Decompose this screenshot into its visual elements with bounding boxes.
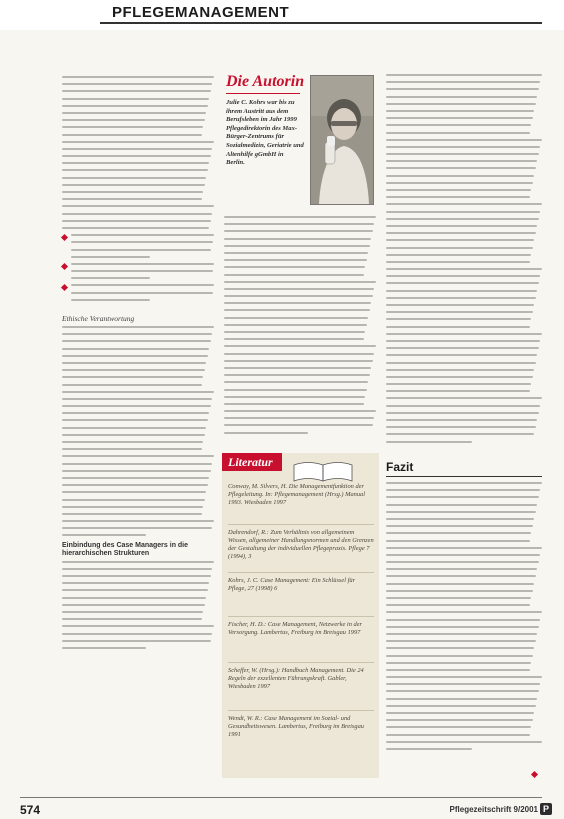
text-line [62,90,211,92]
text-line [224,230,373,232]
literature-entry [228,483,374,507]
text-line [386,110,534,112]
text-line [386,669,530,671]
text-line [386,117,533,119]
text-line [62,119,205,121]
text-line [386,362,536,364]
text-line [224,374,370,376]
text-line [386,619,540,621]
literature-separator [228,710,374,711]
text-line [386,662,531,664]
text-line [386,433,534,435]
text-line [71,256,150,258]
text-line [62,582,209,584]
text-line [386,196,530,198]
text-line [386,290,537,292]
text-line [386,412,539,414]
text-line [386,189,531,191]
text-line [386,354,537,356]
literature-entry-text: Wendt, W. R.: Case Management im Sozial- und Gesundheitswesen. Lambertus, Freiburg im Breisgau 1991 [228,715,364,738]
text-line [386,726,531,728]
text-line [386,103,536,105]
text-line [386,232,536,234]
text-line [386,655,533,657]
author-heading: Die Autorin [226,73,305,90]
text-line [386,583,534,585]
text-line [62,126,203,128]
text-line [62,169,208,171]
text-line [224,245,370,247]
text-line [224,353,374,355]
text-line [386,268,542,270]
text-line [62,98,209,100]
text-line [386,611,542,613]
text-line [386,405,540,407]
text-line [224,281,376,283]
text-line [386,340,540,342]
literature-entry-text: Fischer, H. D.: Case Management, Netzwerke in der Versorgung. Lambertus, Freiburg im Breisgau 1997 [228,621,362,636]
literature-entry [228,667,374,691]
text-line [62,441,203,443]
author-photo [310,75,374,205]
text-line [224,381,368,383]
text-line [386,369,534,371]
text-line [62,362,206,364]
text-line [224,252,368,254]
text-line [62,589,208,591]
text-line [386,376,533,378]
text-line [62,561,214,563]
text-line [71,270,213,272]
text-line [62,191,203,193]
text-line [224,410,376,412]
author-bio: Julie C. Kohrs war bis zu ihrem Austritt aus dem Berufsleben im Jahr 1999 Pflegedirektorin des Max-Bürger-Zentrums für Sozialmedizin, Geriatrie und Altenhilfe gGmbH in Berlin. [226,99,304,167]
literature-entry-text: Dahrendorf, R.: Zum Verhältnis von allgemeinem Wissen, allgemeiner Handlungsnormen und den Grenzen der Gestaltung der individuellen Pflegepraxis. Pflege 7 (1994), 3 [228,529,374,560]
text-line [62,148,212,150]
literature-entry [228,529,374,561]
text-line [62,499,205,501]
text-line [386,297,536,299]
text-line [386,734,530,736]
text-line [62,491,206,493]
text-line [386,690,539,692]
text-line [62,76,214,78]
literature-tab: Literatur [222,453,282,471]
text-line [386,532,531,534]
text-line [386,547,542,549]
text-line [62,369,205,371]
page-number: 574 [20,803,41,817]
text-line [62,384,202,386]
text-line [62,355,208,357]
text-line [71,292,213,294]
text-line [386,81,540,83]
text-line [386,705,536,707]
text-line [386,383,531,385]
text-line [71,263,214,265]
journal-reference: Pflegezeitschrift 9/2001 [449,805,538,814]
text-line [224,432,308,434]
text-line [386,489,540,491]
text-line [386,568,537,570]
text-line [224,389,367,391]
text-line [386,647,534,649]
text-line [386,318,531,320]
text-line [224,216,376,218]
literature-box [222,453,379,778]
text-line [62,477,209,479]
text-line [386,698,537,700]
text-line [62,470,211,472]
text-line [386,597,531,599]
text-line [386,540,530,542]
text-line [71,277,150,279]
bullet-item [62,263,214,285]
text-line [224,417,374,419]
literature-entry [228,715,374,739]
bullet-diamond-icon [61,263,68,270]
body-column-left [62,76,214,654]
text-line [62,134,202,136]
text-line [386,347,539,349]
text-line [224,360,373,362]
text-line [62,597,206,599]
text-line [386,390,530,392]
text-line [62,455,214,457]
text-line [224,324,367,326]
text-line [224,288,374,290]
text-line [386,640,536,642]
text-line [386,218,539,220]
text-line [386,719,533,721]
text-line [224,266,365,268]
text-line [386,96,537,98]
header-rule [100,22,542,24]
text-line [386,441,472,443]
text-line [386,561,539,563]
literature-entry-text: Conway, M. Silvers, H. Die Managementfunktion der Pflegeleitung. In: Pflegemanagement (Hrsg.) Manual 1993. Wiesbaden 1997 [228,483,366,506]
text-line [386,182,533,184]
text-line [386,275,540,277]
text-line [71,249,211,251]
text-line [62,155,211,157]
literature-entry [228,577,374,593]
text-line [224,396,365,398]
text-line [386,326,530,328]
text-line [62,205,214,207]
text-line [386,167,536,169]
text-line [62,633,212,635]
subsection-heading-ethics: Ethische Verantwortung [62,314,135,323]
text-line [62,604,205,606]
section-title: PFLEGEMANAGEMENT [112,4,290,21]
text-line [386,160,537,162]
bullet-diamond-icon [61,284,68,291]
text-line [224,317,368,319]
text-line [386,496,539,498]
text-line [386,419,537,421]
literature-separator [228,524,374,525]
text-line [62,647,146,649]
text-line [224,238,371,240]
text-line [224,331,365,333]
text-line [386,132,530,134]
text-line [62,376,203,378]
text-line [386,88,539,90]
bullet-diamond-icon [61,234,68,241]
text-line [62,463,212,465]
text-line [62,625,214,627]
literature-entry-text: Kohrs, J. C. Case Management: Ein Schlüssel für Pflege, 27 (1998) 6 [228,577,356,592]
text-line [224,367,371,369]
fazit-rule [386,476,542,477]
text-line [386,511,536,513]
text-line [62,448,202,450]
text-line [386,146,540,148]
text-line [386,633,537,635]
text-line [386,426,536,428]
text-line [71,284,214,286]
text-line [62,427,206,429]
text-line [386,124,531,126]
text-line [386,225,537,227]
text-line [224,403,364,405]
text-line [386,153,539,155]
end-of-article-marker [531,771,538,778]
literature-entry [228,621,374,637]
text-line [62,220,211,222]
text-line [62,611,203,613]
text-line [62,640,211,642]
text-line [386,482,542,484]
text-line [71,234,214,236]
text-line [386,604,530,606]
text-line [224,223,374,225]
text-line [386,175,534,177]
text-line [62,198,202,200]
literature-separator [228,616,374,617]
fazit-heading: Fazit [386,460,414,474]
text-line [386,304,534,306]
author-heading-rule [226,93,300,94]
text-line [62,162,209,164]
text-line [386,139,542,141]
text-line [62,527,212,529]
text-line [62,513,202,515]
text-line [62,484,208,486]
text-line [386,333,542,335]
journal-logo: P [540,803,552,815]
text-line [71,299,150,301]
literature-separator [228,572,374,573]
text-line [386,311,533,313]
text-line [386,239,534,241]
text-line [386,203,542,205]
text-line [224,259,367,261]
text-line [224,302,371,304]
text-line [62,568,212,570]
body-column-right [386,74,542,448]
text-line [62,112,206,114]
text-line [386,518,534,520]
text-line [62,333,212,335]
text-line [62,520,214,522]
text-line [224,338,364,340]
text-line [62,105,208,107]
text-line [386,590,533,592]
text-line [386,397,542,399]
text-line [386,282,539,284]
text-line [62,141,214,143]
literature-separator [228,662,374,663]
text-line [62,575,211,577]
text-line [62,618,202,620]
bullet-item [62,284,214,306]
text-line [62,419,208,421]
text-line [62,227,209,229]
text-line [386,575,536,577]
text-line [224,309,370,311]
text-line [386,525,533,527]
fazit-text [386,482,542,755]
text-line [62,340,211,342]
text-line [62,405,211,407]
text-line [224,424,373,426]
text-line [386,626,539,628]
text-line [386,74,542,76]
text-line [224,345,376,347]
text-line [386,261,530,263]
text-line [71,241,213,243]
author-box [224,73,374,208]
text-line [62,348,209,350]
text-line [62,506,203,508]
text-line [62,398,212,400]
literature-entry-text: Scheffer, W. (Hrsg.): Handbuch Management. Die 24 Regeln der exzellenten Führungskraft. Gabler, Wiesbaden 1997 [228,667,364,690]
text-line [62,213,212,215]
text-line [62,434,205,436]
text-line [386,748,472,750]
text-line [386,683,540,685]
text-line [62,326,214,328]
text-line [386,254,531,256]
text-line [62,391,214,393]
text-line [62,184,205,186]
body-column-middle [224,216,376,439]
footer-rule [20,797,542,798]
text-line [386,504,537,506]
text-line [224,295,373,297]
text-line [62,412,209,414]
text-line [386,741,542,743]
text-line [386,712,534,714]
text-line [386,676,542,678]
bullet-item [62,234,214,263]
text-line [224,274,364,276]
subsection-heading-integration: Einbindung des Case Managers in die hierarchischen Strukturen [62,541,189,557]
text-line [62,177,206,179]
text-line [62,83,212,85]
text-line [62,534,146,536]
text-line [386,247,533,249]
text-line [386,211,540,213]
text-line [386,554,540,556]
